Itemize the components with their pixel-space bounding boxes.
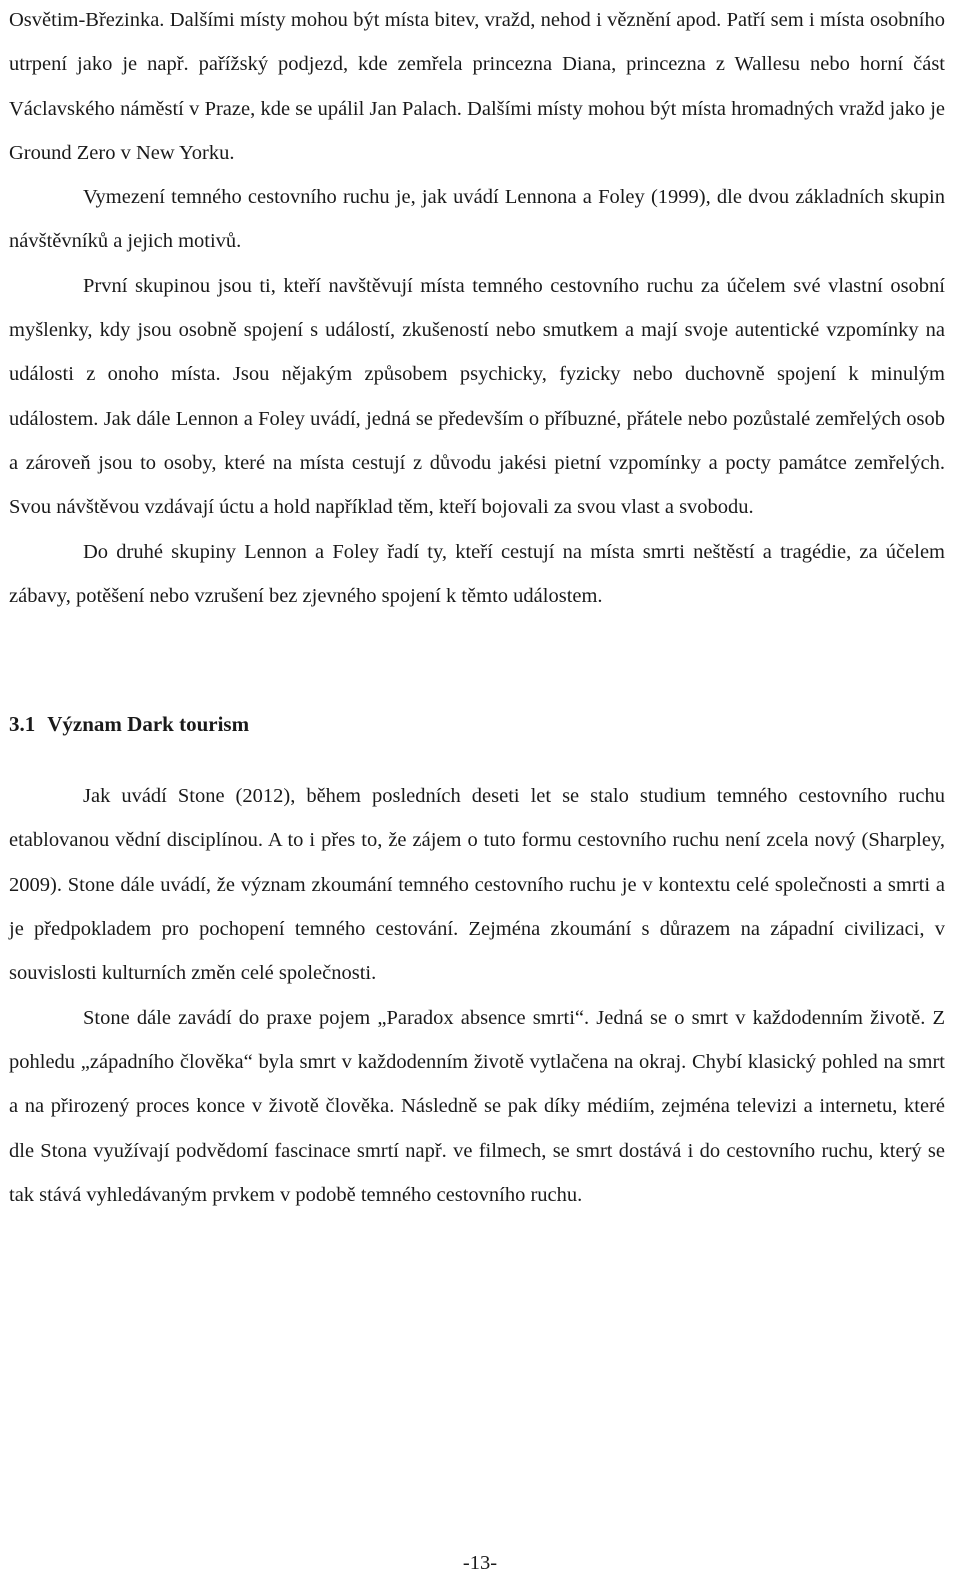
section-number: 3.1 <box>9 712 36 737</box>
paragraph-stone-study: Jak uvádí Stone (2012), během posledních deseti let se stalo studium temného cestovního ruchu etablovanou vědní disciplínou. A to i přes to, že zájem o tuto formu cestovního ruchu není zcela nový (Sharpley, 2009). Stone dále uvádí, že význam zkoumání temného cestovního ruchu je v kontextu celé společnosti a smrti a je předpokladem pro pochopení temného cestování. Zejména zkoumání s důrazem na západní civilizaci, v souvislosti kulturních změn celé společnosti. <box>9 785 945 985</box>
page-number: -13- <box>462 1552 498 1574</box>
section-title: Význam Dark tourism <box>47 712 250 737</box>
paragraph-paradox-of-absence: Stone dále zavádí do praxe pojem „Paradox absence smrti“. Jedná se o smrt v každodenním životě. Z pohledu „západního člověka“ byla smrt v každodenním životě vytlačena na okraj. Chybí klasický pohled na smrt a na přirozený proces konce v životě člověka. Následně se pak díky médiím, zejména televizi a internetu, které dle Stona využívají podvědomí fascinace smrtí např. ve filmech, se smrt dostává i do cestovního ruchu, který se tak stává vyhledávaným prvkem v podobě temného cestovního ruchu. <box>9 1006 945 1206</box>
section-heading <box>9 702 945 746</box>
paragraph-visitor-groups-intro: Vymezení temného cestovního ruchu je, jak uvádí Lennona a Foley (1999), dle dvou základních skupin návštěvníků a jejich motivů. <box>9 186 945 253</box>
paragraph-continued: Osvětim-Březinka. Dalšími místy mohou být místa bitev, vražd, nehod i věznění apod. Patří sem i místa osobního utrpení jako je např. pařížský podjezd, kde zemřela princezna Diana, princezna z Wallesu nebo horní část Václavského náměstí v Praze, kde se upálil Jan Palach. Dalšími místy mohou být místa hromadných vražd jako je Ground Zero v New Yorku. <box>9 9 945 164</box>
paragraph-second-group: Do druhé skupiny Lennon a Foley řadí ty, kteří cestují na místa smrti neštěstí a tragédie, za účelem zábavy, potěšení nebo vzrušení bez zjevného spojení k těmto událostem. <box>9 540 945 607</box>
document-page <box>9 0 945 1217</box>
paragraph-first-group: První skupinou jsou ti, kteří navštěvují místa temného cestovního ruchu za účelem své vlastní osobní myšlenky, kdy jsou osobně spojení s událostí, zkušeností nebo smutkem a mají svoje autentické vzpomínky na události z onoho místa. Jsou nějakým způsobem psychicky, fyzicky nebo duchovně spojení k minulým událostem. Jak dále Lennon a Foley uvádí, jedná se především o příbuzné, přátele nebo pozůstalé zemřelých osob a zároveň jsou to osoby, které na místa cestují z důvodu jakési pietní vzpomínky a pocty památce zemřelých. Svou návštěvou vzdávají úctu a hold například těm, kteří bojovali za svou vlast a svobodu. <box>9 274 945 519</box>
